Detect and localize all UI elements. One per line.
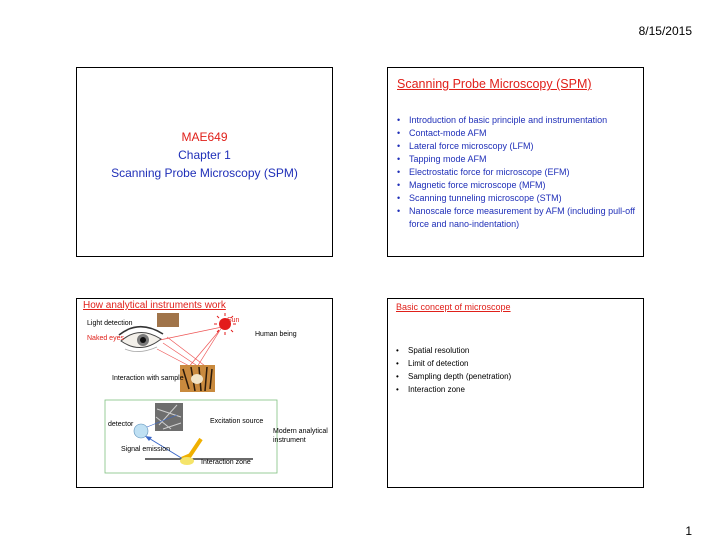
header-date: 8/15/2015: [638, 24, 692, 38]
excitation-source-label: Excitation source: [210, 418, 264, 425]
interaction-with-sample-label: Interaction with sample: [112, 375, 184, 382]
signal-emission-label: Signal emission: [121, 446, 171, 453]
light-ray: [167, 337, 209, 369]
micrograph-image: [155, 403, 183, 431]
outline-item: • Introduction of basic principle and instrumentation: [397, 114, 639, 127]
outline-title: Scanning Probe Microscopy (SPM): [397, 77, 592, 91]
light-detection-label: Light detection: [87, 320, 133, 327]
concept-item: • Sampling depth (penetration): [396, 370, 636, 383]
slide-title: [76, 67, 333, 257]
light-ray: [197, 327, 222, 367]
interaction-zone-blob: [180, 457, 194, 465]
eye-icon: [119, 327, 163, 352]
sun-label: Sun: [227, 317, 240, 324]
outline-item: • Tapping mode AFM: [397, 153, 639, 166]
slide-analytical-instruments: [76, 298, 333, 488]
tiger-sample-icon: [180, 365, 215, 392]
concept-item: • Interaction zone: [396, 383, 636, 396]
outline-item: • Electrostatic force for microscope (EFM): [397, 166, 639, 179]
concept-item: • Spatial resolution: [396, 344, 636, 357]
slide-outline: [387, 67, 644, 257]
page-number: 1: [685, 524, 692, 538]
outline-item: • Scanning tunneling microscope (STM): [397, 192, 639, 205]
human-being-label: Human being: [255, 331, 297, 338]
chapter-label: Chapter 1: [178, 148, 231, 162]
outline-item: • Lateral force microscopy (LFM): [397, 140, 639, 153]
naked-eyes-label: Naked eyes: [87, 335, 124, 342]
microscope-concept-title: Basic concept of microscope: [396, 302, 511, 312]
concept-item: • Limit of detection: [396, 357, 636, 370]
outline-item: • Magnetic force microscope (MFM): [397, 179, 639, 192]
modern-instrument-label: Modern analytical instrument: [273, 428, 328, 444]
course-code: MAE649: [181, 130, 228, 144]
chapter-topic: Scanning Probe Microscopy (SPM): [111, 166, 298, 180]
detector-icon: [134, 424, 148, 438]
outline-item: • Nanoscale force measurement by AFM (including pull-off force and nano-indentation): [397, 205, 639, 231]
detector-label: detector: [108, 421, 134, 428]
interaction-zone-label: Interaction zone: [201, 459, 251, 466]
tiger-thumbnail: [157, 313, 179, 327]
outline-list: [397, 114, 639, 231]
instruments-title: How analytical instruments work: [83, 300, 226, 311]
light-ray: [187, 331, 219, 369]
microscope-concept-list: [396, 344, 636, 396]
outline-item: • Contact-mode AFM: [397, 127, 639, 140]
slide-microscope-concept: [387, 298, 644, 488]
